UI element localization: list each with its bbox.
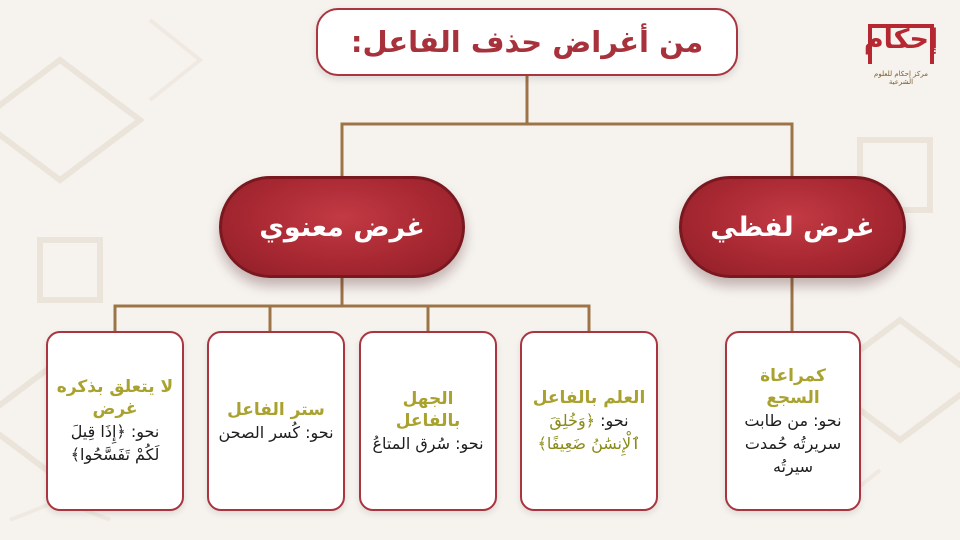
- card-example: [218, 421, 333, 444]
- card-title: لا يتعلق بذكره غرض: [56, 377, 174, 419]
- card-rhyme: [725, 331, 861, 511]
- example-prefix: نحو:: [300, 422, 334, 442]
- logo: [862, 22, 940, 88]
- diagram-title: من أغراض حذف الفاعل:: [350, 25, 704, 59]
- example-prefix: نحو:: [125, 422, 160, 441]
- branch-verbal: [679, 176, 906, 278]
- example-text: ﴿وَخُلِقَ ٱلْإِنسَٰنُ ضَعِيفًا﴾: [537, 411, 641, 453]
- card-title: كمراعاة السجع: [760, 365, 826, 408]
- card-example: [372, 432, 483, 455]
- card-title: العلم بالفاعل: [532, 388, 646, 408]
- card-example: [56, 420, 174, 466]
- branch-semantic-label: غرض معنوي: [259, 211, 425, 243]
- title-box: [316, 8, 738, 76]
- example-prefix: نحو:: [595, 411, 629, 430]
- card-example: [735, 409, 851, 478]
- branch-semantic: [219, 176, 465, 278]
- example-prefix: نحو:: [450, 433, 484, 453]
- card-title: الجهل بالفاعل: [395, 388, 461, 431]
- example-text: سُرق المتاعُ: [372, 433, 451, 453]
- card-known-agent: [520, 331, 658, 511]
- card-title: ستر الفاعل: [227, 399, 325, 420]
- card-conceal-agent: [207, 331, 345, 511]
- card-example: [530, 409, 648, 455]
- example-text: ﴿إِذَا قِيلَ لَكُمْ تَفَسَّحُوا﴾: [70, 422, 160, 464]
- example-text: من طابت سريرتُه حُمدت سيرتُه: [744, 410, 842, 476]
- example-prefix: نحو:: [808, 410, 842, 430]
- example-text: كُسر الصحن: [218, 422, 300, 442]
- logo-subtitle: مركز إحكام للعلوم الشرعية: [874, 70, 928, 86]
- card-no-purpose: [46, 331, 184, 511]
- card-unknown-agent: [359, 331, 497, 511]
- branch-verbal-label: غرض لفظي: [710, 211, 875, 243]
- logo-name: إحكام: [863, 24, 939, 55]
